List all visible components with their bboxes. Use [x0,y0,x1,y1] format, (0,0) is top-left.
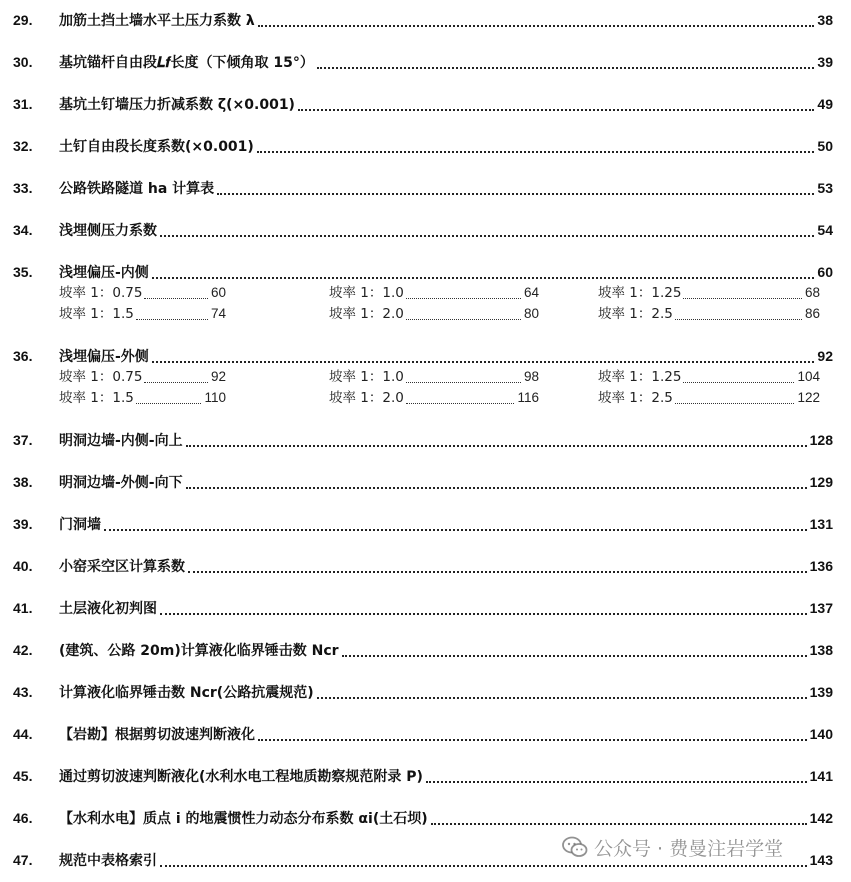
dot-leader [406,402,515,404]
dot-leader [258,738,807,741]
sub-entry-label: 坡率 1：1.25 [598,285,682,301]
entry-page-number: 128 [809,432,833,448]
entry-title: 浅埋偏压-内侧 [59,265,149,281]
sub-entry-label: 坡率 1：1.25 [598,369,682,385]
dot-leader [136,402,202,404]
toc-entry[interactable] [0,680,851,704]
toc-entry[interactable] [0,92,851,116]
dot-leader [298,108,814,111]
entry-title: 计算液化临界锤击数 Ncr(公路抗震规范) [59,685,314,701]
entry-page-number: 142 [809,810,833,826]
sub-entry-page-number: 92 [210,369,226,384]
sub-entry-label: 坡率 1：2.5 [598,390,673,406]
dot-leader [342,654,807,657]
toc-entry[interactable] [0,512,851,536]
sub-entry[interactable] [598,366,820,388]
dot-leader [675,402,795,404]
entry-number: 41. [13,600,33,616]
sub-entry[interactable] [329,387,539,409]
entry-link[interactable] [59,92,833,117]
entry-page-number: 50 [817,138,833,154]
sub-entry[interactable] [59,366,226,388]
entry-number: 42. [13,642,33,658]
dot-leader [257,150,815,153]
sub-entry[interactable] [59,387,226,409]
entry-page-number: 129 [809,474,833,490]
entry-title: 门洞墙 [59,517,101,533]
sub-entry[interactable] [598,282,820,304]
entry-page-number: 137 [809,600,833,616]
entry-number: 36. [13,348,33,364]
entry-title: 小窑采空区计算系数 [59,559,185,575]
entry-page-number: 136 [809,558,833,574]
sub-entry[interactable] [329,366,539,388]
dot-leader [186,444,807,447]
entry-title: 通过剪切波速判断液化(水利水电工程地质勘察规范附录 P) [59,769,423,785]
entry-number: 45. [13,768,33,784]
entry-page-number: 60 [817,264,833,280]
entry-link[interactable] [59,8,833,33]
dot-leader [675,318,802,320]
toc-entry[interactable] [0,50,851,74]
sub-entry[interactable] [329,282,539,304]
entry-page-number: 139 [809,684,833,700]
dot-leader [160,864,807,867]
entry-title: (建筑、公路 20m)计算液化临界锤击数 Ncr [59,643,339,659]
toc-entry[interactable] [0,806,851,830]
dot-leader [431,822,807,825]
sub-entry-label: 坡率 1：1.0 [329,285,404,301]
entry-page-number: 131 [809,516,833,532]
entry-link[interactable] [59,554,833,579]
entry-link[interactable] [59,512,833,537]
toc-entry[interactable] [0,344,851,368]
entry-number: 47. [13,852,33,868]
entry-link[interactable] [59,134,833,159]
toc-entry[interactable] [0,8,851,32]
toc-entry[interactable] [0,428,851,452]
toc-entry[interactable] [0,176,851,200]
sub-entry-page-number: 116 [517,390,539,405]
entry-title: 基坑锚杆自由段𝑳𝒇长度（下倾角取 15°） [59,55,314,71]
entry-page-number: 143 [809,852,833,868]
sub-entry-page-number: 122 [797,390,820,405]
entry-title: 公路铁路隧道 ha 计算表 [59,181,215,197]
sub-entry-page-number: 104 [797,369,820,384]
dot-leader [426,780,807,783]
sub-entry-label: 坡率 1：2.5 [598,306,673,322]
dot-leader [317,66,815,69]
dot-leader [406,297,521,299]
entry-title: 浅埋偏压-外侧 [59,349,149,365]
entry-link[interactable] [59,638,833,663]
entry-link[interactable] [59,596,833,621]
entry-page-number: 49 [817,96,833,112]
sub-entry-page-number: 68 [804,285,820,300]
entry-number: 40. [13,558,33,574]
entry-title: 基坑土钉墙压力折减系数 ζ(×0.001) [59,97,295,113]
entry-page-number: 38 [817,12,833,28]
entry-number: 43. [13,684,33,700]
toc-entry[interactable] [0,134,851,158]
entry-number: 38. [13,474,33,490]
entry-link[interactable] [59,722,833,747]
entry-page-number: 53 [817,180,833,196]
entry-title: 土钉自由段长度系数(×0.001) [59,139,254,155]
entry-number: 34. [13,222,33,238]
dot-leader [317,696,807,699]
dot-leader [144,381,208,383]
entry-page-number: 140 [809,726,833,742]
sub-entry-label: 坡率 1：1.0 [329,369,404,385]
entry-number: 44. [13,726,33,742]
entry-number: 31. [13,96,33,112]
sub-entry-page-number: 80 [523,306,539,321]
sub-entry-page-number: 64 [523,285,539,300]
entry-page-number: 138 [809,642,833,658]
toc-entry[interactable] [0,638,851,662]
entry-title: 【水利水电】质点 i 的地震惯性力动态分布系数 αi(土石坝) [59,811,428,827]
entry-title: 规范中表格索引 [59,853,157,869]
entry-link[interactable] [59,50,833,75]
sub-entry[interactable] [329,303,539,325]
entry-link[interactable] [59,176,833,201]
dot-leader [160,234,814,237]
dot-leader [217,192,814,195]
sub-entry-page-number: 86 [804,306,820,321]
toc-entry[interactable] [0,260,851,284]
entry-number: 29. [13,12,33,28]
toc-entry[interactable] [0,722,851,746]
sub-entry-label: 坡率 1：1.5 [59,306,134,322]
sub-entry-page-number: 110 [204,390,226,405]
toc-entry[interactable] [0,596,851,620]
sub-entry[interactable] [59,282,226,304]
dot-leader [186,486,807,489]
dot-leader [406,318,521,320]
entry-title: 土层液化初判图 [59,601,157,617]
entry-title: 明洞边墙-外侧-向下 [59,475,183,491]
entry-title: 浅埋侧压力系数 [59,223,157,239]
entry-link[interactable] [59,806,833,831]
entry-page-number: 92 [817,348,833,364]
entry-number: 35. [13,264,33,280]
entry-title: 明洞边墙-内侧-向上 [59,433,183,449]
sub-entry-page-number: 60 [210,285,226,300]
toc-entry[interactable] [0,554,851,578]
entry-number: 33. [13,180,33,196]
dot-leader [152,360,815,363]
entry-title: 加筋土挡土墙水平土压力系数 λ [59,13,255,29]
dot-leader [144,297,208,299]
dot-leader [188,570,807,573]
entry-number: 46. [13,810,33,826]
entry-link[interactable] [59,470,833,495]
sub-entry-page-number: 74 [210,306,226,321]
toc-entry[interactable] [0,470,851,494]
sub-entry-label: 坡率 1：0.75 [59,369,143,385]
sub-entry[interactable] [598,387,820,409]
entry-number: 37. [13,432,33,448]
toc-entry[interactable] [0,218,851,242]
entry-number: 39. [13,516,33,532]
entry-number: 30. [13,54,33,70]
dot-leader [104,528,807,531]
watermark [562,832,783,862]
entry-link[interactable] [59,218,833,243]
dot-leader [406,381,521,383]
dot-leader [136,318,208,320]
entry-page-number: 54 [817,222,833,238]
entry-link[interactable] [59,764,833,789]
entry-page-number: 141 [809,768,833,784]
sub-entry[interactable] [598,303,820,325]
sub-entry-label: 坡率 1：2.0 [329,390,404,406]
entry-link[interactable] [59,680,833,705]
watermark-text: 公众号 · 费曼注岩学堂 [594,837,784,860]
entry-title: 【岩勘】根据剪切波速判断液化 [59,727,255,743]
sub-entry-label: 坡率 1：2.0 [329,306,404,322]
sub-entry[interactable] [59,303,226,325]
dot-leader [152,276,815,279]
dot-leader [683,297,802,299]
entry-page-number: 39 [817,54,833,70]
entry-number: 32. [13,138,33,154]
wechat-icon [562,836,588,858]
dot-leader [258,24,815,27]
dot-leader [683,381,794,383]
sub-entry-label: 坡率 1：0.75 [59,285,143,301]
dot-leader [160,612,807,615]
sub-entry-page-number: 98 [523,369,539,384]
entry-link[interactable] [59,428,833,453]
toc-entry[interactable] [0,764,851,788]
sub-entry-label: 坡率 1：1.5 [59,390,134,406]
